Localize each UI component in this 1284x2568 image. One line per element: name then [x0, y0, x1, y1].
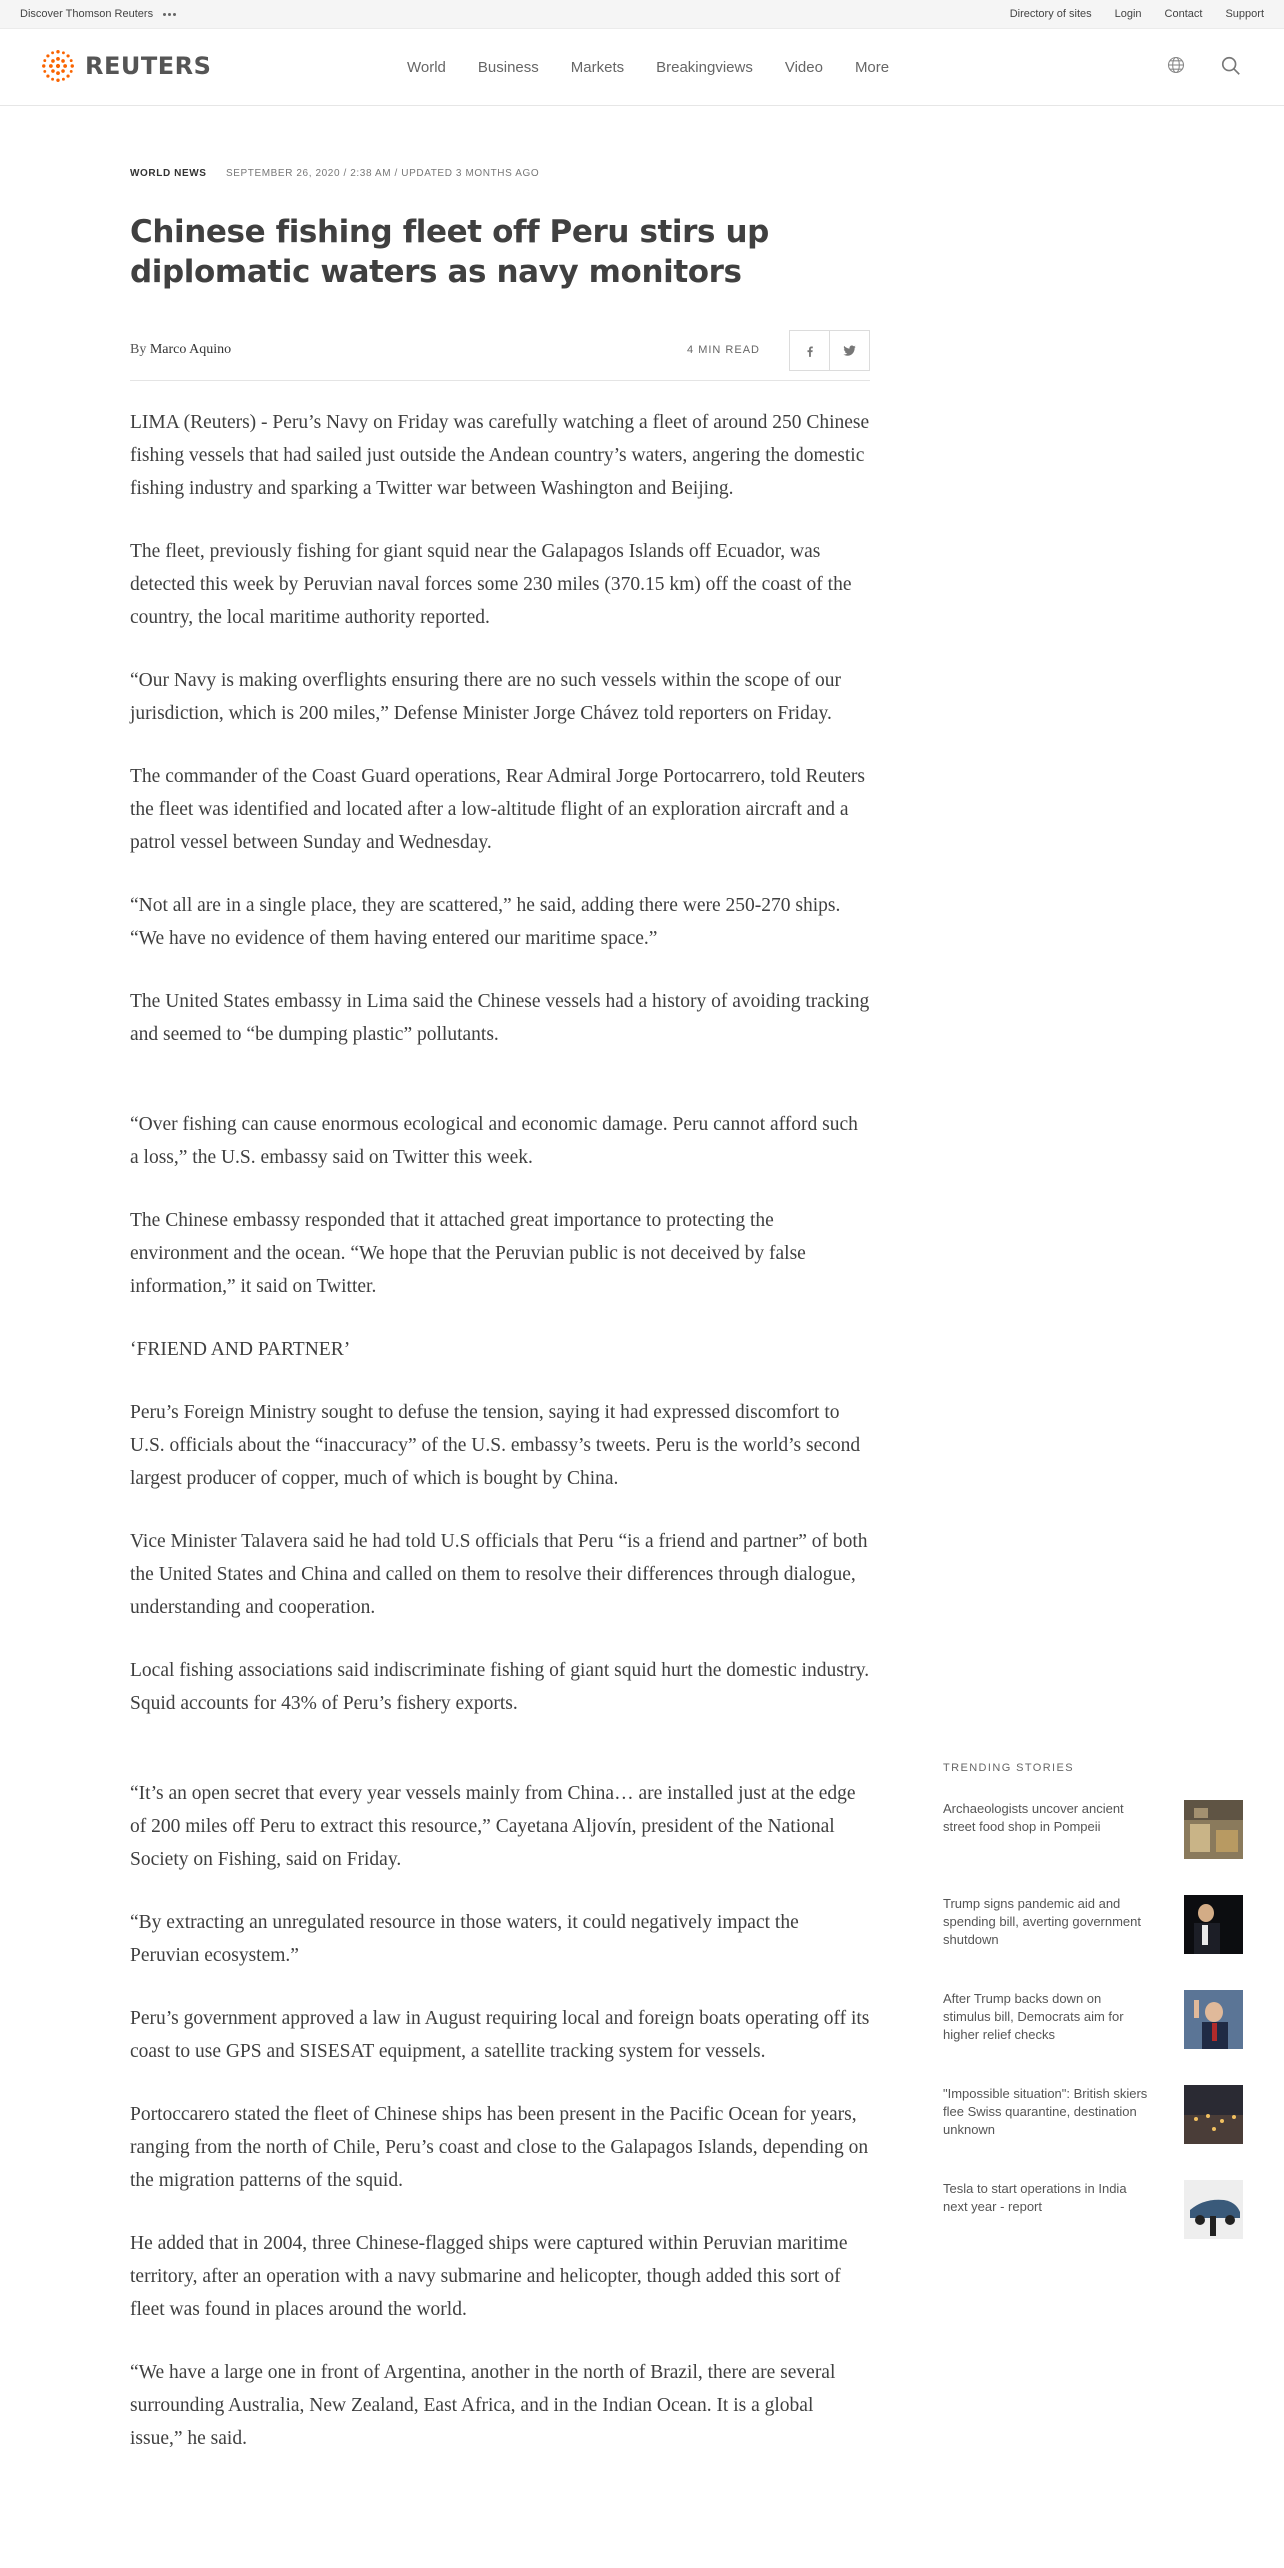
discover-menu[interactable] [20, 8, 176, 20]
byline-prefix: By [130, 342, 147, 357]
paragraph: “Our Navy is making overflights ensuring there are no such vessels within the scope of our jurisdiction, which is 200 miles,” Defense Minister Jorge Chávez told reporters on Friday. [130, 670, 842, 724]
nav-business[interactable]: Business [477, 59, 539, 76]
nav-video[interactable]: Video [784, 59, 823, 76]
support-link[interactable]: Support [1225, 8, 1264, 20]
twitter-icon [842, 343, 857, 358]
trending-item[interactable] [943, 1990, 1243, 2052]
trending-thumbnail[interactable] [1184, 2180, 1243, 2239]
byline [130, 342, 231, 358]
paragraph: The Chinese embassy responded that it attached great importance to protecting the environment and the ocean. “We hope that the Peruvian public is not deceived by false information,” it said on Twitter. [130, 1210, 806, 1297]
paragraph: Peru’s Foreign Ministry sought to defuse the tension, saying it had expressed discomfort to U.S. officials about the “inaccuracy” of the U.S. embassy’s tweets. Peru is the world’s second largest producer of copper, much of which is bought by China. [130, 1402, 861, 1489]
main-nav [407, 59, 921, 76]
facebook-share-button[interactable] [789, 330, 830, 371]
paragraph: LIMA (Reuters) - Peru’s Navy on Friday was carefully watching a fleet of around 250 Chinese fishing vessels that had sailed just outside the Andean country’s waters, angering the domestic fishing industry and sparking a Twitter war between Washington and Beijing. [130, 412, 870, 499]
byline-row [130, 321, 870, 381]
trending-headline[interactable]: Tesla to start operations in India next year - report [943, 2181, 1127, 2214]
paragraph: Peru’s government approved a law in August requiring local and foreign boats operating off its coast to use GPS and SISESAT equipment, a satellite tracking system for vessels. [130, 2008, 870, 2062]
site-header [0, 29, 1284, 106]
globe-icon[interactable] [1166, 55, 1190, 79]
reuters-logo[interactable] [39, 47, 211, 85]
paragraph: Local fishing associations said indiscriminate fishing of giant squid hurt the domestic industry. Squid accounts for 43% of Peru’s fishery exports. [130, 1660, 870, 1714]
read-time: 4 MIN READ [687, 344, 760, 356]
trending-headline[interactable]: Trump signs pandemic aid and spending bill, averting government shutdown [943, 1896, 1142, 1947]
trending-thumbnail[interactable] [1184, 1800, 1243, 1859]
trending-title: TRENDING STORIES [943, 1762, 1074, 1774]
paragraph: The commander of the Coast Guard operations, Rear Admiral Jorge Portocarrero, told Reuters the fleet was identified and located after a low-altitude flight of an exploration aircraft and a patrol vessel between Sunday and Wednesday. [130, 766, 866, 853]
paragraph: The fleet, previously fishing for giant squid near the Galapagos Islands off Ecuador, was detected this week by Peruvian naval forces some 230 miles (370.15 km) off the coast of the country, the local maritime authority reported. [130, 541, 852, 628]
nav-world[interactable]: World [407, 59, 446, 76]
discover-label[interactable]: Discover Thomson Reuters [20, 8, 154, 20]
paragraph: “It’s an open secret that every year vessels mainly from China… are installed just at the edge of 200 miles off Peru to extract this resource,” Cayetana Aljovín, president of the National Society on Fishing, said on Friday. [130, 1783, 856, 1870]
trending-headline[interactable]: After Trump backs down on stimulus bill, Democrats aim for higher relief checks [943, 1991, 1124, 2042]
trending-item[interactable] [943, 2180, 1243, 2242]
trending-stories [943, 1762, 1243, 2275]
paragraph: The United States embassy in Lima said the Chinese vessels had a history of avoiding tracking and seemed to “be dumping plastic” pollutants. [130, 991, 870, 1045]
header-actions [1166, 55, 1244, 79]
reuters-logo-icon [39, 47, 77, 85]
article-body [130, 406, 870, 2485]
trending-thumbnail[interactable] [1184, 1895, 1243, 1954]
contact-link[interactable]: Contact [1164, 8, 1203, 20]
paragraph: He added that in 2004, three Chinese-flagged ships were captured within Peruvian maritime territory, after an operation with a navy submarine and helicopter, though added this sort of fleet was found in places around the world. [130, 2233, 848, 2320]
utility-links [1010, 8, 1264, 20]
article-dateline: SEPTEMBER 26, 2020 / 2:38 AM / UPDATED 3 MONTHS AGO [225, 168, 540, 179]
logo-text: REUTERS [85, 52, 212, 80]
paragraph: “Over fishing can cause enormous ecological and economic damage. Peru cannot afford such a loss,” the U.S. embassy said on Twitter this week. [130, 1114, 858, 1168]
trending-headline[interactable]: Archaeologists uncover ancient street food shop in Pompeii [943, 1801, 1124, 1834]
facebook-icon [803, 344, 817, 358]
share-buttons [790, 330, 870, 371]
author-link[interactable]: Marco Aquino [149, 342, 232, 357]
paragraph: “By extracting an unregulated resource in those waters, it could negatively impact the Peruvian ecosystem.” [130, 1912, 799, 1966]
twitter-share-button[interactable] [829, 330, 870, 371]
nav-more[interactable]: More [854, 59, 890, 76]
nav-markets[interactable]: Markets [570, 59, 625, 76]
article-headline: Chinese fishing fleet off Peru stirs up diplomatic waters as navy monitors [130, 214, 769, 290]
paragraph: Portoccarero stated the fleet of Chinese ships has been present in the Pacific Ocean for years, ranging from the north of Chile, Peru’s coast and close to the Galapagos Islands, depending on the migration patterns of the squid. [130, 2104, 869, 2191]
section-subheading: ‘FRIEND AND PARTNER’ [130, 1339, 351, 1360]
more-dots-icon[interactable] [163, 13, 176, 16]
directory-link[interactable]: Directory of sites [1009, 8, 1092, 20]
trending-item[interactable] [943, 1800, 1243, 1862]
nav-breakingviews[interactable]: Breakingviews [656, 59, 753, 76]
login-link[interactable]: Login [1114, 8, 1142, 20]
trending-item[interactable] [943, 1895, 1243, 1957]
section-label[interactable]: WORLD NEWS [130, 168, 207, 179]
article-meta [130, 168, 539, 179]
trending-thumbnail[interactable] [1184, 2085, 1243, 2144]
paragraph: Vice Minister Talavera said he had told U.S officials that Peru “is a friend and partner” of both the United States and China and called on them to resolve their differences through dialogue, understanding and cooperation. [130, 1531, 868, 1618]
trending-thumbnail[interactable] [1184, 1990, 1243, 2049]
paragraph: “Not all are in a single place, they are scattered,” he said, adding there were 250-270 ships. “We have no evidence of them having entered our maritime space.” [130, 895, 841, 949]
paragraph: “We have a large one in front of Argentina, another in the north of Brazil, there are several surrounding Australia, New Zealand, East Africa, and in the Indian Ocean. It is a global issue,” he said. [130, 2362, 836, 2449]
trending-headline[interactable]: "Impossible situation": British skiers flee Swiss quarantine, destination unknown [943, 2086, 1148, 2137]
trending-item[interactable] [943, 2085, 1243, 2147]
utility-bar [0, 0, 1284, 29]
search-icon[interactable] [1220, 55, 1244, 79]
